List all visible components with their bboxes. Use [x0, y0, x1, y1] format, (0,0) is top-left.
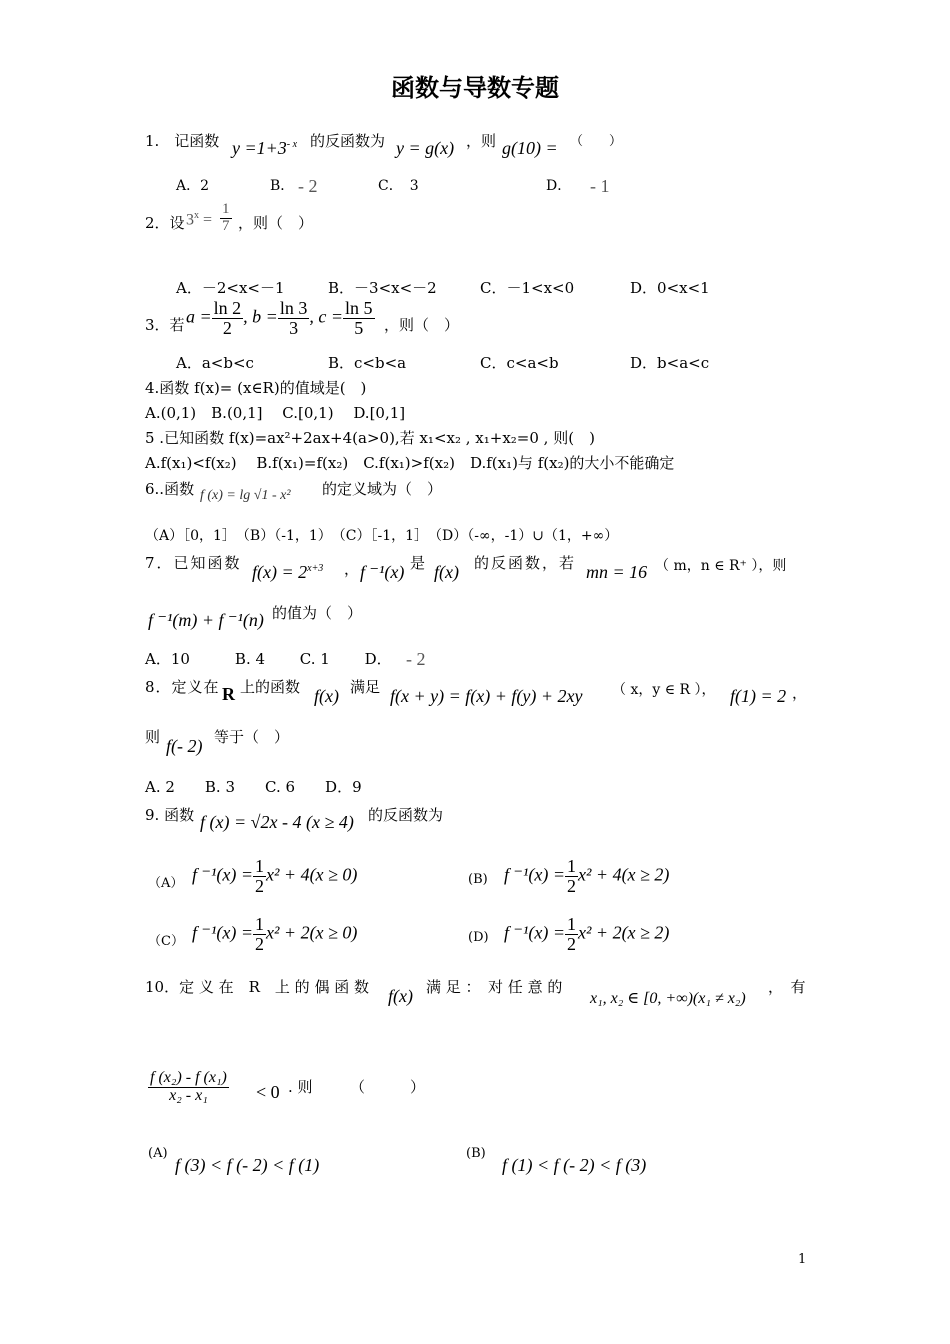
q8-stem-e: 则: [145, 728, 161, 746]
q8-set-r: R: [222, 684, 235, 704]
q10-fraction: $\frac{\text{f (x₂) - f (x₁)}}{\text{x₂ - x₁}}$: [150, 1069, 227, 1104]
q9-option-b-label: (B): [468, 872, 488, 887]
q10-less-than-zero: < 0: [256, 1082, 280, 1102]
q3-option-a: A．a<b<c: [176, 354, 254, 372]
q2-option-c: C．－1<x<0: [480, 279, 575, 297]
q10-option-a-label: (A): [148, 1146, 168, 1161]
q1-option-d-value: - 1: [590, 176, 610, 196]
q10-stem-d: . 则 （ ）: [288, 1078, 426, 1096]
q10-stem-c: ， 有: [768, 978, 806, 996]
q4-options: A.(0,1) B.(0,1] C.[0,1) D.[0,1]: [145, 404, 406, 422]
q10-option-b-label: (B): [466, 1146, 486, 1161]
q2-option-d: D．0<x<1: [630, 279, 710, 297]
q1-stem-a: 1. 记函数: [145, 132, 220, 150]
q3-option-c: C．c<a<b: [480, 354, 559, 372]
q10-stem-b: 满 足 ： 对 任 意 的: [426, 978, 563, 996]
q8-stem-b: 上的函数: [240, 678, 301, 696]
q2-option-b: B．－3<x<－2: [328, 279, 437, 297]
q9-option-d-label: (D): [468, 930, 489, 945]
q1-option-c: C． 3: [378, 178, 419, 194]
page-number: 1: [798, 1252, 807, 1267]
q10-expr2: x₁, x₂ ∈ [0, +∞)(x₁ ≠ x₂): [590, 990, 746, 1007]
q7-option-d-value: - 2: [406, 649, 426, 669]
q1-option-d-label: D．: [546, 178, 572, 194]
q6-expr: f (x) = lg √1 - x²: [200, 488, 291, 503]
q7-stem-c: 的反函数，若: [474, 554, 577, 572]
q4-stem: 4.函数 f(x)= (x∈R)的值域是( ): [145, 379, 367, 397]
q7-expr4: mn = 16: [586, 562, 648, 582]
q9-expr: f (x) = √2x - 4 (x ≥ 4): [200, 812, 354, 832]
q10-option-a: f (3) < f (- 2) < f (1): [175, 1155, 320, 1175]
q3-option-d: D．b<a<c: [630, 354, 710, 372]
q5-stem: 5 .已知函数 f(x)=ax²+2ax+4(a>0),若 x₁<x₂ , x₁+x₂=0 , 则( ): [145, 429, 595, 447]
q8-options: A. 2 B. 3 C. 6 D．9: [145, 778, 362, 796]
q1-stem-c: ，则: [466, 132, 497, 150]
q3-stem-a: 3．若: [145, 316, 185, 334]
q8-stem-c: 满足: [350, 678, 381, 696]
q9-stem-a: 9. 函数: [145, 806, 195, 824]
q2-expr: 3$^x$ =: [186, 210, 213, 229]
q1-option-b-value: - 2: [298, 176, 318, 196]
q3-option-b: B．c<b<a: [328, 354, 407, 372]
q7-expr5: f ⁻¹(m) + f ⁻¹(n): [148, 610, 264, 630]
q8-expr3: f(1) = 2: [730, 686, 787, 706]
q1-stem-b: 的反函数为: [310, 132, 386, 150]
q2-stem-a: 2．设: [145, 214, 185, 232]
q9-option-c-label: （C）: [148, 934, 184, 949]
q9-stem-b: 的反函数为: [368, 806, 444, 824]
q7-stem-d: 的值为（ ）: [272, 604, 363, 622]
q6-stem-b: 的定义域为（ ）: [322, 480, 443, 498]
q9-option-a-label: （A）: [148, 876, 184, 891]
q7-options: A．10 B. 4 C. 1 D．: [145, 650, 392, 668]
q9-option-c: f ⁻¹(x) = $\frac{1}{2}$ x² + 2(x ≥ 0): [192, 914, 358, 954]
q1-option-b-label: B．: [270, 178, 295, 194]
q7-stem-a: 7．已知函数: [145, 554, 242, 572]
q8-expr2: f(x + y) = f(x) + f(y) + 2xy: [390, 686, 583, 706]
q3-expression: a = $\frac{\ln 2}{2}$ , b = $\frac{\ln 3}{3}$ , c = $\frac{\ln 5}{5}$: [186, 298, 373, 338]
q9-option-d: f ⁻¹(x) = $\frac{1}{2}$ x² + 2(x ≥ 2): [504, 914, 670, 954]
q7-sep: ，: [344, 560, 360, 578]
q8-stem-d: ，: [792, 684, 808, 702]
q1-expr3: g(10) =: [502, 138, 558, 158]
q10-stem-a: 10．定 义 在 R 上 的 偶 函 数: [145, 978, 369, 996]
q5-options: A.f(x₁)<f(x₂) B.f(x₁)=f(x₂) C.f(x₁)>f(x₂) D.f(x₁)与 f(x₂)的大小不能确定: [145, 454, 675, 472]
q8-stem-f: 等于（ ）: [214, 728, 290, 746]
q2-stem-b: ，则（ ）: [238, 214, 314, 232]
q7-expr1: $f(x) = 2^{x+3}$: [252, 562, 324, 582]
q10-option-b: f (1) < f (- 2) < f (3): [502, 1155, 647, 1175]
q6-stem-a: 6..函数: [145, 480, 195, 498]
q1-expr2: y = g(x): [396, 138, 455, 158]
q1-expr1: $y =1+3^{- x}$: [232, 138, 298, 158]
q1-answer-paren: （ ）: [570, 134, 623, 149]
q8-expr1: f(x): [314, 686, 339, 706]
q9-option-a: f ⁻¹(x) = $\frac{1}{2}$ x² + 4(x ≥ 0): [192, 856, 358, 896]
q1-option-a: A．2: [176, 178, 210, 194]
q7-expr2: f ⁻¹(x): [360, 562, 405, 582]
q9-option-b: f ⁻¹(x) = $\frac{1}{2}$ x² + 4(x ≥ 2): [504, 856, 670, 896]
q6-options: （A）［0，1］ （B）（-1，1） （C）［-1，1］ （D）（-∞，-1）∪（1，+∞）: [145, 528, 619, 544]
q7-condition: （ m，n ∈ R⁺ ），则: [655, 558, 787, 574]
q2-option-a: A．－2<x<－1: [176, 279, 285, 297]
q8-condition: （ x，y ∈ R ），: [612, 682, 716, 698]
page-title: 函数与导数专题: [391, 74, 559, 102]
q8-stem-a: 8．定义在: [145, 678, 220, 696]
q8-expr4: f(- 2): [166, 736, 203, 756]
q10-expr1: f(x): [388, 986, 413, 1006]
q7-stem-b: 是: [410, 554, 426, 572]
q2-fraction: $\frac{1}{7}$: [222, 201, 230, 234]
q7-expr3: f(x): [434, 562, 459, 582]
q3-stem-b: ，则（ ）: [384, 316, 460, 334]
